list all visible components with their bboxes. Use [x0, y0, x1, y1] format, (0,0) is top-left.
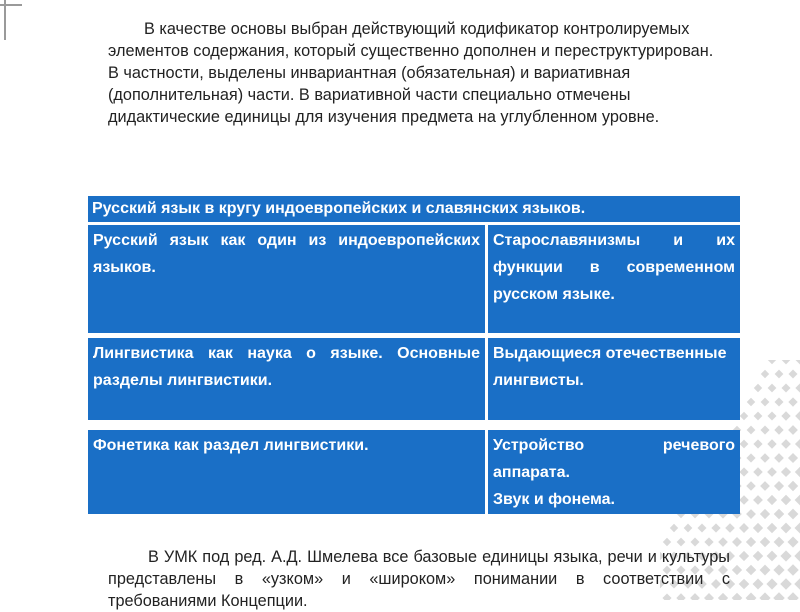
diamond-shape [753, 495, 763, 505]
corner-frame-vertical [4, 0, 6, 40]
row-right-cell: Старославянизмы и их функции в современном русском языке. [488, 225, 740, 333]
diamond-shape [788, 425, 798, 435]
diamond-shape [677, 538, 686, 547]
diamond-shape [773, 564, 784, 575]
diamond-shape [767, 467, 777, 477]
row-left-cell: Фонетика как раздел лингвистики. [88, 430, 485, 514]
diamond-shape [739, 523, 749, 533]
table-row [88, 225, 740, 333]
diamond-shape [760, 509, 770, 519]
diamond-shape [788, 481, 798, 491]
diamond-shape [760, 453, 769, 462]
diamond-shape [754, 384, 762, 392]
diamond-shape [781, 467, 791, 477]
diamond-shape [740, 440, 749, 449]
diamond-shape [739, 551, 749, 561]
row-right-line: Звук и фонема. [493, 486, 735, 513]
diamond-shape [788, 509, 799, 520]
row-left-cell: Лингвистика как наука о языке. Основные разделы лингвистики. [88, 338, 485, 420]
diamond-shape [794, 578, 800, 590]
diamond-shape [767, 411, 776, 420]
diamond-shape [767, 439, 776, 448]
diamond-shape [761, 398, 770, 407]
diamond-shape [794, 550, 800, 561]
diamond-shape [739, 495, 749, 505]
diamond-shape [739, 579, 750, 590]
diamond-shape [767, 523, 778, 534]
diamond-shape [781, 383, 790, 392]
diamond-shape [670, 524, 678, 532]
diamond-shape [761, 370, 769, 378]
diamond-shape [774, 397, 783, 406]
diamond-shape [768, 360, 776, 364]
diamond-shape [753, 439, 762, 448]
diamond-shape [768, 384, 777, 393]
diamond-shape [781, 439, 791, 449]
diamond-shape [787, 564, 798, 575]
diamond-shape [780, 550, 791, 561]
diamond-shape [753, 551, 764, 562]
diamond-shape [774, 425, 783, 434]
diamond-shape [781, 523, 792, 534]
diamond-shape [795, 467, 800, 477]
diamond-shape [747, 398, 755, 406]
diamond-shape [760, 481, 770, 491]
diamond-shape [787, 592, 799, 600]
diamond-shape [740, 412, 749, 421]
diamond-shape [746, 481, 756, 491]
diamond-shape [690, 537, 699, 546]
diamond-shape [663, 538, 671, 546]
diamond-shape [753, 467, 763, 477]
diamond-shape [746, 509, 756, 519]
diamond-shape [774, 537, 785, 548]
diamond-shape [775, 370, 784, 379]
row-right-cell [488, 430, 740, 514]
diamond-shape [698, 524, 707, 533]
row-right-cell: Выдающиеся отечественные лингвисты. [488, 338, 740, 420]
diamond-shape [746, 453, 755, 462]
table-row [88, 338, 740, 420]
diamond-shape [795, 439, 800, 449]
diamond-shape [794, 522, 800, 533]
outro-paragraph: В УМК под ред. А.Д. Шмелева все базовые единицы языка, речи и культуры представлены в «узком» и «широком» понимании в соответствии с требованиями Концепции. [108, 546, 730, 612]
diamond-shape [773, 592, 785, 600]
diamond-shape [732, 565, 742, 575]
diamond-shape [795, 411, 800, 421]
diamond-shape [760, 565, 771, 576]
diamond-shape [781, 495, 791, 505]
diamond-shape [754, 412, 763, 421]
diamond-shape [711, 523, 720, 532]
table-row [88, 430, 740, 514]
diamond-shape [795, 495, 800, 506]
table-title: Русский язык в кругу индоевропейских и славянских языков. [88, 196, 740, 222]
diamond-shape [753, 523, 763, 533]
diamond-shape [753, 579, 764, 590]
row-right-line: Устройство речевого аппарата. [493, 432, 735, 486]
diamond-shape [759, 592, 770, 600]
intro-paragraph: В качестве основы выбран действующий кодификатор контролируемых элементов содержания, который существенно дополнен и переструктурирован. В частности, выделены инвариантная (обязательная) и вариативная (дополнительная) части. В вариативной части специально отмечены дидактические единицы для изучения предмета на углубленном уровне. [108, 18, 720, 128]
diamond-shape [760, 425, 769, 434]
diamond-shape [767, 495, 777, 505]
diamond-shape [767, 551, 778, 562]
row-left-cell: Русский язык как один из индоевропейских языков. [88, 225, 485, 333]
diamond-shape [725, 523, 735, 533]
diamond-shape [796, 360, 800, 365]
diamond-shape [732, 593, 743, 600]
diamond-shape [774, 481, 784, 491]
diamond-shape [787, 536, 798, 547]
diamond-shape [788, 397, 797, 406]
diamond-shape [774, 453, 784, 463]
diamond-shape [746, 593, 757, 600]
diamond-shape [766, 578, 777, 589]
diamond-shape [781, 411, 790, 420]
diamond-shape [747, 426, 756, 435]
diamond-shape [746, 565, 757, 576]
diamond-shape [774, 509, 784, 519]
diamond-shape [788, 369, 797, 378]
diamond-shape [760, 537, 771, 548]
diamond-shape [684, 524, 693, 533]
diamond-shape [732, 537, 742, 547]
diamond-shape [780, 578, 792, 590]
diamond-shape [746, 537, 756, 547]
diamond-shape [788, 453, 798, 463]
diamond-shape [739, 467, 748, 476]
diamond-shape [782, 360, 791, 364]
diamond-shape [795, 383, 800, 392]
diamond-shape [704, 537, 713, 546]
